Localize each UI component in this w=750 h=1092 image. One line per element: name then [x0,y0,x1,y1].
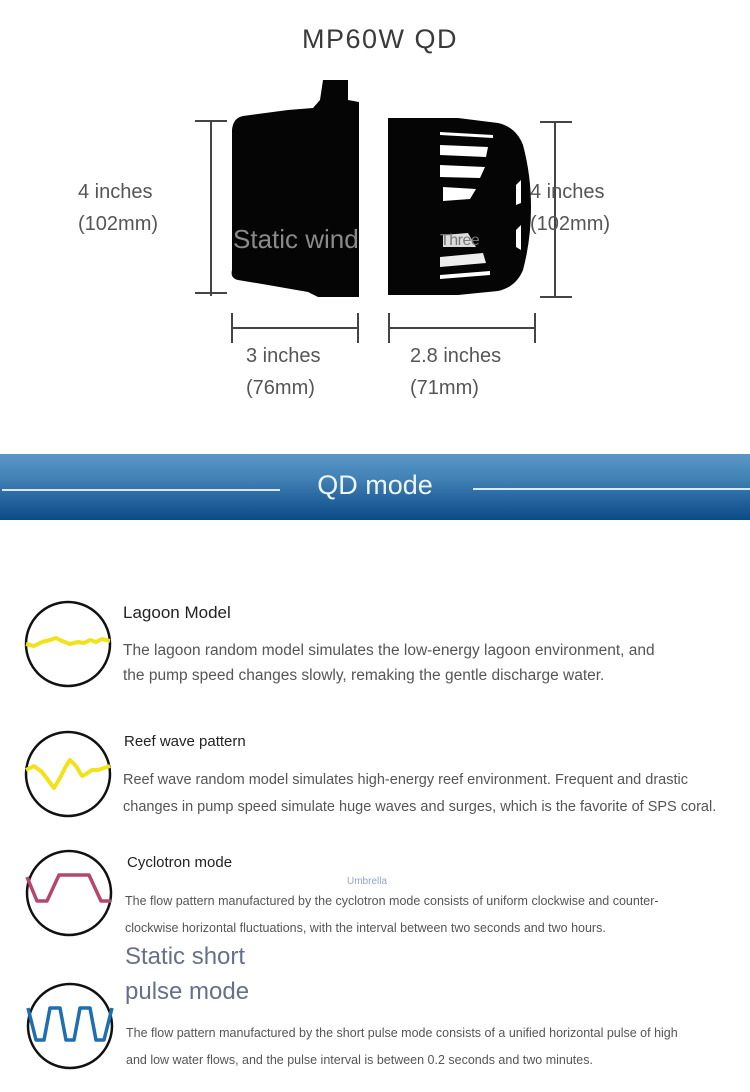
static-wind-overlay: Static wind [233,224,359,254]
left-height-line [210,120,212,296]
mode-name-cyclotron: Cyclotron mode [127,854,233,871]
reef-wave-icon [24,730,112,818]
right-width-cap-right [534,313,536,343]
right-height-cap-bottom [540,296,572,298]
cyclotron-wave-icon [25,849,113,937]
left-width-line [231,327,359,329]
left-width-cap-right [357,313,359,343]
left-height-cap-top [195,120,227,122]
umbrella-overlay: Umbrella [347,876,388,887]
pump-motor-side-image [228,80,363,300]
mode-desc-reef: Reef wave random model simulates high-energy reef environment. Frequent and drastic changes in pump speed simulate huge waves and surges, which is the favorite of SPS coral. [123,772,717,815]
pulse-wave-icon [26,982,114,1070]
right-height-label: 4 inches (102mm) [530,181,611,235]
banner-title: QD mode [317,470,433,500]
mode-desc-pulse: The flow pattern manufactured by the short pulse mode consists of a unified horizontal pulse of high and low water flows, and the pulse interval is between 0.2 seconds and two minutes. [126,1026,678,1067]
mode-name-lagoon: Lagoon Model [123,603,231,622]
left-width-label: 3 inches (76mm) [246,345,321,399]
pump-head-side-image [388,115,533,300]
right-width-cap-left [388,313,390,343]
product-title: MP60W QD [301,24,459,54]
left-width-cap-left [231,313,233,343]
right-width-label: 2.8 inches (71mm) [410,345,502,399]
lagoon-wave-icon [24,600,112,688]
right-height-cap-top [540,121,572,123]
mode-desc-lagoon: The lagoon random model simulates the low-energy lagoon environment, and the pump speed changes slowly, remaking the gentle discharge water. [123,642,655,684]
three-overlay: Three [440,232,480,249]
left-height-cap-bottom [195,292,227,294]
mode-name-reef: Reef wave pattern [124,733,246,750]
right-width-line [388,327,536,329]
mode-desc-cyclotron: The flow pattern manufactured by the cyclotron mode consists of uniform clockwise and counter- clockwise horizontal fluctuations, with the interval between two seconds and two hours. [125,894,659,935]
left-height-label: 4 inches (102mm) [78,181,159,235]
mode-name-pulse: Static short pulse mode [125,943,250,1005]
